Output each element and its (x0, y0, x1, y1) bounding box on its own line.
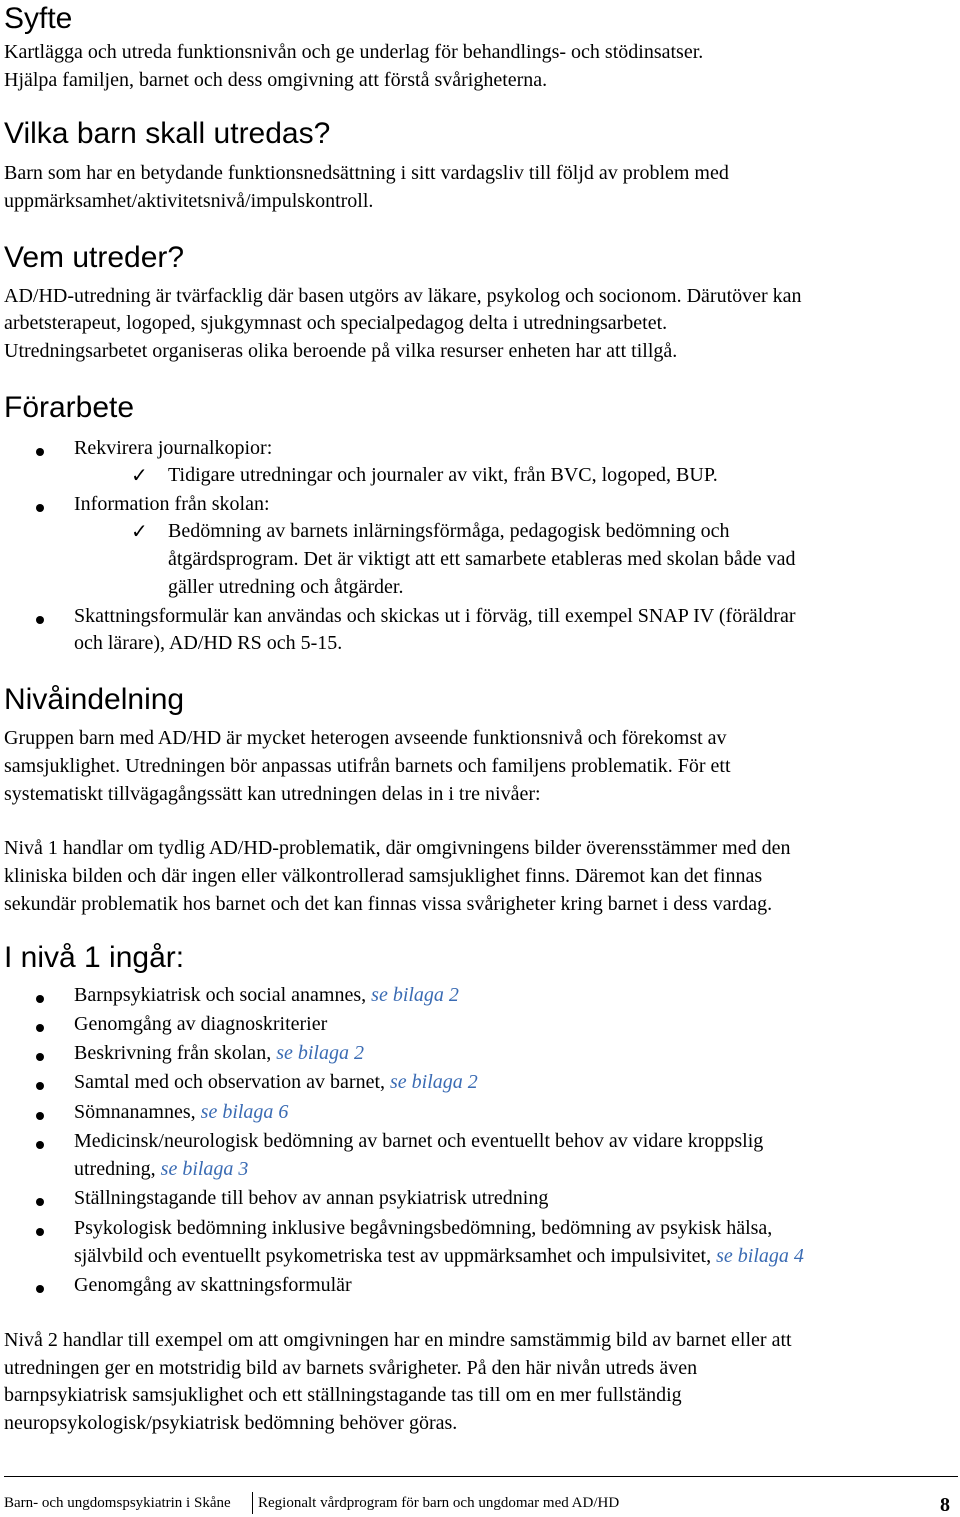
bullet-icon (36, 1141, 44, 1149)
page-number: 8 (940, 1494, 950, 1516)
niva1-item-7: Ställningstagande till behov av annan psykiatrisk utredning (74, 1187, 549, 1209)
heading-vilka-barn: Vilka barn skall utredas? (4, 117, 331, 150)
bullet-icon (36, 1053, 44, 1061)
footer-separator (252, 1492, 253, 1514)
bilaga-link[interactable]: se bilaga 4 (716, 1245, 804, 1267)
niva1-item-4: Samtal med och observation av barnet, se bilaga 2 (74, 1071, 478, 1093)
niva1-item-6-line-2: utredning, se bilaga 3 (74, 1158, 249, 1180)
footer-document-title: Regionalt vårdprogram för barn och ungdomar med AD/HD (258, 1495, 620, 1511)
bilaga-link[interactable]: se bilaga 2 (276, 1042, 364, 1064)
footer-organization: Barn- och ungdomspsykiatrin i Skåne (4, 1495, 231, 1511)
bullet-icon (36, 448, 44, 456)
bullet-icon (36, 1198, 44, 1206)
bilaga-link[interactable]: se bilaga 6 (200, 1101, 289, 1123)
niva2-line-3: barnpsykiatrisk samsjuklighet och ett ställningstagande tas till om en mer fullständig (4, 1384, 682, 1406)
forarbete-item-3-line-2: och lärare), AD/HD RS och 5-15. (74, 632, 343, 654)
bullet-icon (36, 1024, 44, 1032)
heading-nivaindelning: Nivåindelning (4, 683, 185, 716)
niva2-line-2: utredningen ger en motstridig bild av barnets svårigheter. På den här nivån utreds även (4, 1357, 698, 1379)
heading-niva1: I nivå 1 ingår: (4, 941, 185, 974)
vem-line-2: arbetsterapeut, logoped, sjukgymnast och specialpedagog delta i utredningsarbetet. (4, 312, 668, 334)
niva1-item-3: Beskrivning från skolan, se bilaga 2 (74, 1042, 364, 1064)
vem-line-1: AD/HD-utredning är tvärfacklig där basen utgörs av läkare, psykolog och socionom. Därutöver kan (4, 285, 802, 307)
bullet-icon (36, 1082, 44, 1090)
bullet-icon (36, 995, 44, 1003)
forarbete-item-2: Information från skolan: (74, 493, 270, 515)
nivaindelning-p1-line-3: systematiskt tillvägagångssätt kan utredningen delas in i tre nivåer: (4, 783, 541, 805)
bullet-icon (36, 1228, 44, 1236)
vilka-line-1: Barn som har en betydande funktionsnedsättning i sitt vardagsliv till följd av problem med (4, 162, 729, 184)
heading-forarbete: Förarbete (4, 391, 135, 424)
nivaindelning-p1-line-2: samsjuklighet. Utredningen bör anpassas utifrån barnets och familjens problematik. För ett (4, 755, 731, 777)
syfte-line-1: Kartlägga och utreda funktionsnivån och ge underlag för behandlings- och stödinsatser. (4, 41, 704, 63)
niva2-line-1: Nivå 2 handlar till exempel om att omgivningen har en mindre samstämmig bild av barnet eller att (4, 1329, 792, 1351)
bilaga-link[interactable]: se bilaga 2 (371, 984, 459, 1006)
niva1-item-5: Sömnanamnes, se bilaga 6 (74, 1101, 289, 1123)
bullet-icon (36, 1112, 44, 1120)
nivaindelning-p2-line-2: kliniska bilden och där ingen eller välkontrollerad samsjuklighet finns. Däremot kan det finnas (4, 865, 763, 887)
forarbete-item-2-sub-1: Bedömning av barnets inlärningsförmåga, pedagogisk bedömning och (168, 520, 730, 542)
nivaindelning-p2-line-1: Nivå 1 handlar om tydlig AD/HD-problematik, där omgivningens bilder överensstämmer med den (4, 837, 791, 859)
forarbete-item-1: Rekvirera journalkopior: (74, 437, 273, 459)
syfte-line-2: Hjälpa familjen, barnet och dess omgivning att förstå svårigheterna. (4, 69, 548, 91)
vem-line-3: Utredningsarbetet organiseras olika beroende på vilka resurser enheten har att tillgå. (4, 340, 678, 362)
niva2-line-4: neuropsykologisk/psykiatrisk bedömning behöver göras. (4, 1412, 458, 1434)
vilka-line-2: uppmärksamhet/aktivitetsnivå/impulskontroll. (4, 190, 374, 212)
forarbete-item-2-sub-2: åtgärdsprogram. Det är viktigt att ett samarbete etableras med skolan både vad (168, 548, 796, 570)
bullet-icon (36, 504, 44, 512)
forarbete-item-3-line-1: Skattningsformulär kan användas och skickas ut i förväg, till exempel SNAP IV (föräldrar (74, 605, 796, 627)
niva1-item-1: Barnpsykiatrisk och social anamnes, se bilaga 2 (74, 984, 459, 1006)
forarbete-item-1-sub-1: Tidigare utredningar och journaler av vikt, från BVC, logoped, BUP. (168, 464, 718, 486)
nivaindelning-p2-line-3: sekundär problematik hos barnet och det kan finnas vissa svårigheter kring barnet i dess vardag. (4, 893, 773, 915)
niva1-item-9: Genomgång av skattningsformulär (74, 1274, 352, 1296)
bullet-icon (36, 1285, 44, 1293)
forarbete-item-2-sub-3: gäller utredning och åtgärder. (168, 576, 404, 598)
niva1-item-6-line-1: Medicinsk/neurologisk bedömning av barnet och eventuellt behov av vidare kroppslig (74, 1130, 764, 1152)
checkmark-icon: ✓ (131, 519, 148, 543)
bullet-icon (36, 616, 44, 624)
bilaga-link[interactable]: se bilaga 2 (390, 1071, 478, 1093)
heading-syfte: Syfte (4, 2, 73, 35)
checkmark-icon: ✓ (131, 463, 148, 487)
heading-vem-utreder: Vem utreder? (4, 241, 185, 274)
niva1-item-8-line-1: Psykologisk bedömning inklusive begåvningsbedömning, bedömning av psykisk hälsa, (74, 1217, 773, 1239)
footer-divider (4, 1476, 958, 1477)
bilaga-link[interactable]: se bilaga 3 (160, 1158, 249, 1180)
niva1-item-2: Genomgång av diagnoskriterier (74, 1013, 328, 1035)
nivaindelning-p1-line-1: Gruppen barn med AD/HD är mycket heterogen avseende funktionsnivå och förekomst av (4, 727, 727, 749)
niva1-item-8-line-2: självbild och eventuellt psykometriska test av uppmärksamhet och impulsivitet, se bilaga 4 (74, 1245, 804, 1267)
